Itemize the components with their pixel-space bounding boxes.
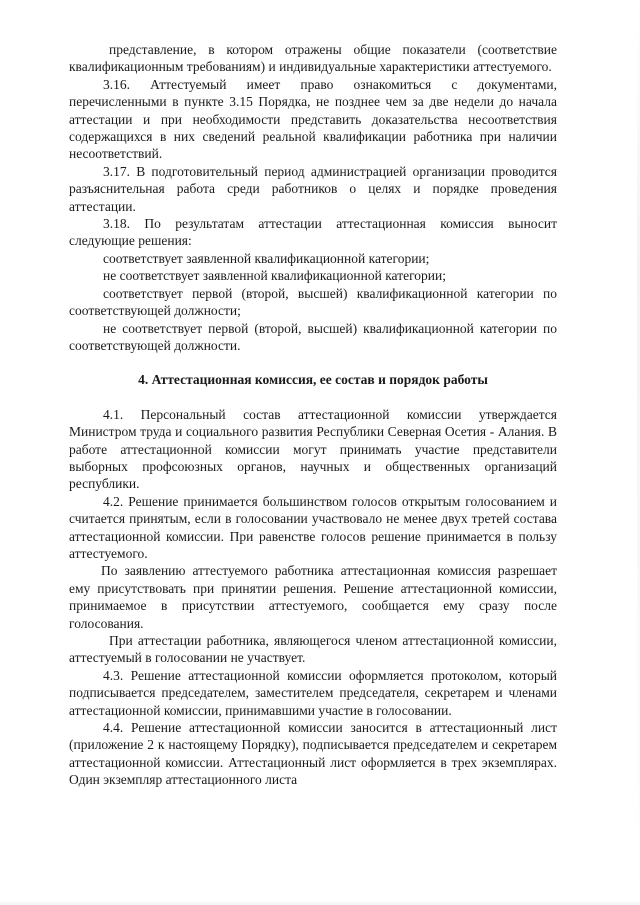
- paragraph-4-2-b: По заявлению аттестуемого работника аттестационная комиссия разрешает ему присутствовать при принятии решения. Решение аттестационной комиссии, принимаемое в присутствии аттестуемого, сообщается ему сразу после голосования.: [69, 563, 557, 631]
- paragraph-4-4: 4.4. Решение аттестационной комиссии заносится в аттестационный лист (приложение 2 к настоящему Порядку), подписывается председателем и секретарем аттестационной комиссии. Аттестационный лист оформляется в трех экземплярах. Один экземпляр аттестационного листа: [69, 720, 557, 788]
- paragraph-3-16: 3.16. Аттестуемый имеет право ознакомиться с документами, перечисленными в пункте 3.15 Порядка, не позднее чем за две недели до начала аттестации и при необходимости представить доказательства несоответствия содержащихся в них сведений реальной квалификации работника при наличии несоответствий.: [69, 76, 557, 162]
- paragraph-3-18: 3.18. По результатам аттестации аттестационная комиссия выносит следующие решения:: [69, 216, 557, 249]
- decision-item-4: не соответствует первой (второй, высшей) квалификационной категории по соответствующей должности.: [69, 320, 557, 353]
- paragraph-4-1: 4.1. Персональный состав аттестационной комиссии утверждается Министром труда и социального развития Республики Северная Осетия - Алания. В работе аттестационной комиссии могут принимать участие представители выборных профсоюзных органов, научных и общественных организаций республики.: [69, 406, 557, 492]
- paragraph-4-3: 4.3. Решение аттестационной комиссии оформляется протоколом, который подписывается председателем, заместителем председателя, секретарем и членами аттестационной комиссии, принимавшими участие в голосовании.: [69, 667, 557, 718]
- paragraph-3-17: 3.17. В подготовительный период администрацией организации проводится разъяснительная работа среди работников о целях и порядке проведения аттестации.: [69, 163, 557, 214]
- paragraph-4-2: 4.2. Решение принимается большинством голосов открытым голосованием и считается принятым, если в голосовании участвовало не менее двух третей состава аттестационной комиссии. При равенстве голосов решение принимается в пользу аттестуемого.: [69, 493, 557, 561]
- paragraph-4-2-c: При аттестации работника, являющегося членом аттестационной комиссии, аттестуемый в голосовании не участвует.: [69, 633, 557, 666]
- decision-item-3: соответствует первой (второй, высшей) квалификационной категории по соответствующей должности;: [69, 285, 557, 319]
- document-body: [69, 41, 557, 789]
- paragraph-intro: представление, в котором отражены общие показатели (соответствие квалификационным требованиям) и индивидуальные характеристики аттестуемого.: [69, 42, 557, 75]
- decision-item-1: соответствует заявленной квалификационной категории;: [103, 250, 430, 266]
- decision-item-2: не соответствует заявленной квалификационной категории;: [103, 268, 446, 284]
- section-heading: 4. Аттестационная комиссия, ее состав и порядок работы: [138, 372, 488, 388]
